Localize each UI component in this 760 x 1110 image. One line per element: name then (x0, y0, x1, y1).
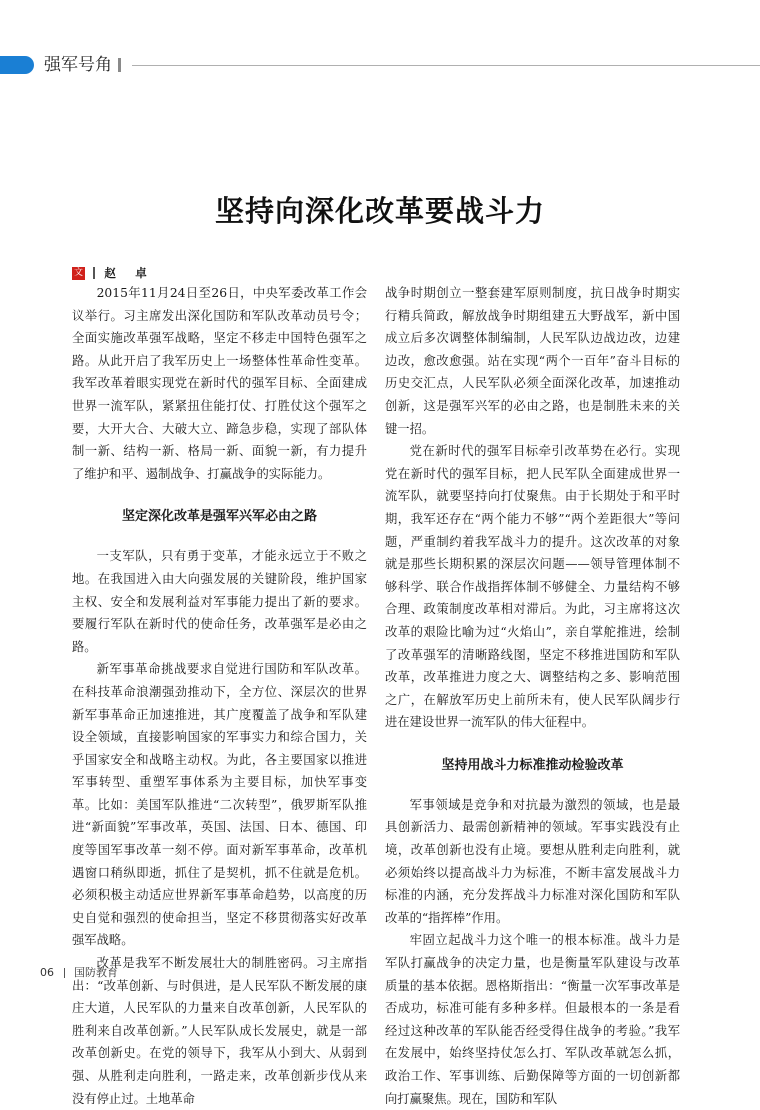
section-heading: 坚持用战斗力标准推动检验改革 (441, 757, 624, 773)
section-accent-pill (0, 56, 34, 74)
page-number: 06 (40, 966, 54, 979)
section-header (0, 52, 760, 78)
page-footer (40, 966, 118, 980)
paragraph: 军事领域是竞争和对抗最为激烈的领域，也是最具创新活力、最需创新精神的领域。军事实践没有止境，改革创新也没有止境。要想从胜利走向胜利，就必须始终以提高战斗力为标准，不断丰富发展战斗力标准的内涵，充分发挥战斗力标准对深化国防和军队改革的“指挥棒”作用。 (385, 797, 680, 925)
author-name: 赵 卓 (104, 266, 151, 280)
magazine-name: 国防教育 (74, 966, 118, 979)
section-separator-bar (118, 58, 121, 72)
paragraph: 一支军队，只有勇于变革，才能永远立于不败之地。在我国进入由大向强发展的关键阶段，维护国家主权、安全和发展利益对军事能力提出了新的要求。要履行军队在新时代的使命任务，改革强军是必由之路。 (72, 549, 367, 654)
left-column (72, 282, 367, 1110)
byline-separator (93, 267, 95, 279)
paragraph: 党在新时代的强军目标牵引改革势在必行。实现党在新时代的强军目标，把人民军队全面建成世界一流军队，就要坚持向打仗聚焦。由于长期处于和平时期，我军还存在“两个能力不够”“两个差距很大”等问题，严重制约着我军战斗力的提升。这次改革的对象就是那些长期积累的深层次问题——领导管理体制不够科学、联合作战指挥体制不够健全、力量结构不够合理、政策制度改革相对滞后。为此，习主席将这次改革的艰险比喻为过“火焰山”，亲自掌舵推进，绘制了改革强军的清晰路线图，坚定不移推进国防和军队改革，改革推进力度之大、调整结构之多、影响范围之广，在解放军历史上前所未有，使人民军队阔步行进在建设世界一流军队的伟大征程中。 (385, 444, 680, 730)
wen-badge: 文 (73, 267, 83, 278)
section-heading: 坚定深化改革是强军兴军必由之路 (121, 509, 317, 525)
footer-separator (64, 968, 65, 978)
section-label: 强军号角 (44, 55, 112, 75)
paragraph: 改革是我军不断发展壮大的制胜密码。习主席指出：“改革创新、与时俱进，是人民军队不断发展的康庄大道，人民军队的力量来自改革创新，人民军队的胜利来自改革创新。”人民军队成长发展史，就是一部改革创新史。在党的领导下，我军从小到大、从弱到强、从胜利走向胜利，一路走来，改革创新步伐从来没有停止过。土地革命 (72, 956, 367, 1106)
paragraph: 2015年11月24日至26日，中央军委改革工作会议举行。习主席发出深化国防和军队改革动员号令；全面实施改革强军战略，坚定不移走中国特色强军之路。从此开启了我军历史上一场整体性革命性变革。我军改革着眼实现党在新时代的强军目标、全面建成世界一流军队，紧紧扭住能打仗、打胜仗这个强军之要，大开大合、大破大立、蹄急步稳，实现了部队体制一新、结构一新、格局一新、面貌一新，有力提升了维护和平、遏制战争、打赢战争的实际能力。 (72, 286, 367, 481)
article-title: 坚持向深化改革要战斗力 (214, 194, 545, 229)
paragraph: 战争时期创立一整套建军原则制度，抗日战争时期实行精兵简政，解放战争时期组建五大野战军，新中国成立后多次调整体制编制，人民军队边战边改，边建边改，愈改愈强。站在实现“两个一百年”奋斗目标的历史交汇点，人民军队必须全面深化改革，加速推动创新，这是强军兴军的必由之路，也是制胜未来的关键一招。 (385, 286, 680, 436)
paragraph: 牢固立起战斗力这个唯一的根本标准。战斗力是军队打赢战争的决定力量，也是衡量军队建设与改革质量的基本依据。恩格斯指出：“衡量一次军事改革是否成功，标准可能有多种多样。但最根本的一条是看经过这种改革的军队能否经受得住战争的考验。”我军在发展中，始终坚持仗怎么打、军队改革就怎么抓，政治工作、军事训练、后勤保障等方面的一切创新都向打赢聚焦。现在，国防和军队 (385, 933, 680, 1106)
byline (72, 265, 151, 281)
paragraph: 新军事革命挑战要求自觉进行国防和军队改革。在科技革命浪潮强劲推动下，全方位、深层次的世界新军事革命正加速推进，其广度覆盖了战争和军队建设全领域，直接影响国家的军事实力和综合国力，关乎国家安全和战略主动权。为此，各主要国家以推进军事转型、重塑军事体系为主要目标，加快军事变革。比如：美国军队推进“二次转型”，俄罗斯军队推进“新面貌”军事改革，英国、法国、日本、德国、印度等国军事改革一刻不停。面对新军事革命，改革机遇窗口稍纵即逝，抓住了是契机，抓不住就是危机。必须积极主动适应世界新军事革命趋势，以高度的历史自觉和强烈的使命担当，坚定不移贯彻落实好改革强军战略。 (72, 662, 367, 948)
right-column (385, 282, 680, 1110)
header-rule (132, 65, 760, 66)
